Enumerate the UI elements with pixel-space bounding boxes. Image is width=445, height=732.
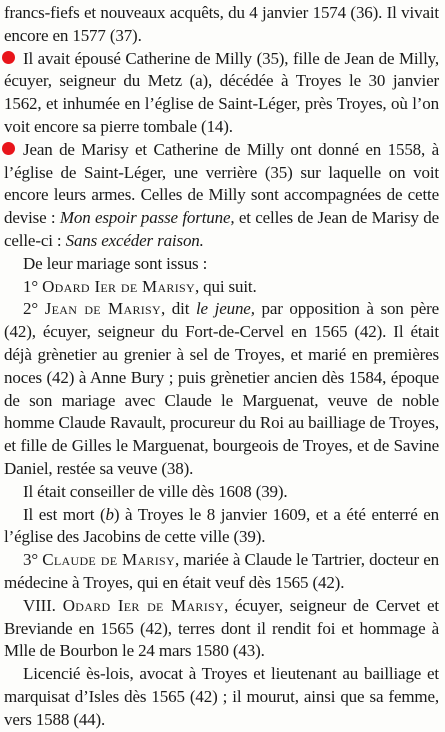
item-number: 3° [23,550,38,570]
paragraph-6 [4,298,439,480]
paragraph-7 [4,481,439,504]
paragraph-9-text: , mariée à Claude le Tartrier, docteur en médecine à Troyes, qui en était veuf dès 1565 (42). [4,550,439,592]
paragraph-3-text: Jean de Marisy et Catherine de Milly ont donné en 1558, à l’église de Saint-Léger, une verrière (35) sur laquelle on voit encore leurs armes. Celles de Milly sont accompagnées de cette devise : [4,139,439,228]
honorific: Mlle [4,641,36,661]
paragraph-10-pre: , écuyer, seigneur de Cervet et Breviande en 1565 (42), terres dont il rendit foi et hommage à [4,595,439,638]
paragraph-10-text: de Bourbon le 24 mars 1580 (43). [35,641,265,661]
person-name: Jean de Marisy [44,299,161,319]
section-number: VIII. [23,595,56,615]
item-number: 1° [23,276,38,296]
item-number: 2° [23,299,38,319]
paragraph-6-pre: , dit [160,299,196,319]
person-name: Odard Ier de Marisy [62,595,224,615]
person-name: Claude de Marisy [42,550,175,570]
paragraph-3-mid: et celles de Jean de Marisy de celle-ci : [4,208,439,250]
paragraph-2 [4,48,439,139]
paragraph-8-text: ) à Troyes le 8 janvier 1609, et a été enterré en l’église des Jacobins de cette ville (39). [4,504,439,547]
paragraph-9 [4,549,439,595]
red-dot-marker-1 [2,51,15,64]
paragraph-4 [4,253,439,276]
paragraph-1 [4,2,439,48]
paragraph-10 [4,595,439,663]
milly-motto: Mon espoir passe fortune, [59,208,235,228]
red-dot-marker-2 [2,142,15,155]
paragraph-5-text: , qui suit. [194,276,257,296]
paragraph-8 [4,504,439,550]
paragraph-7-text: Il était conseiller de ville dès 1608 (39). [23,481,288,501]
marisy-motto: Sans excéder raison. [65,230,204,250]
paragraph-11-text: Licencié ès-lois, avocat à Troyes et lieutenant au bailliage et marquisat d’Isles dès 1565 (42) ; il mourut, ainsi que sa femme, vers 1588 (44). [4,664,439,729]
paragraph-3 [4,139,439,253]
epithet: le jeune, [195,299,255,319]
paragraph-8-pre: Il est mort ( [23,504,106,524]
paragraph-11 [4,663,439,731]
paragraph-4-text: De leur mariage sont issus : [23,253,208,273]
footnote-letter: b [105,504,114,524]
paragraph-6-text: par opposition à son père (42), écuyer, seigneur du Fort-de-Cervel en 1565 (42). Il était déjà grènetier au grenier à sel de Troyes, et marié en premières noces (42) à Anne Bury ; puis grènetier ancien dès 1584, époque de son mariage avec Claude le Marguenat, veuve de noble homme Claude Ravault, procureur du Roi au bailliage de Troyes, et fille de Gilles le Marguenat, bourgeois de Troyes, et de Savine Daniel, restée sa veuve (38). [4,299,439,478]
person-name: Odard Ier de Marisy [42,276,195,296]
paragraph-1-text: francs-fiefs et nouveaux acquêts, du 4 janvier 1574 (36). Il vivait encore en 1577 (37). [4,3,439,45]
paragraph-5 [4,276,439,299]
paragraph-2-text: Il avait épousé Catherine de Milly (35), fille de Jean de Milly, écuyer, seigneur du Metz (a), décédée à Troyes le 30 janvier 1562, et inhumée en l’église de Saint-Léger, près Troyes, où l’on voit encore sa pierre tombale (14). [4,48,439,136]
